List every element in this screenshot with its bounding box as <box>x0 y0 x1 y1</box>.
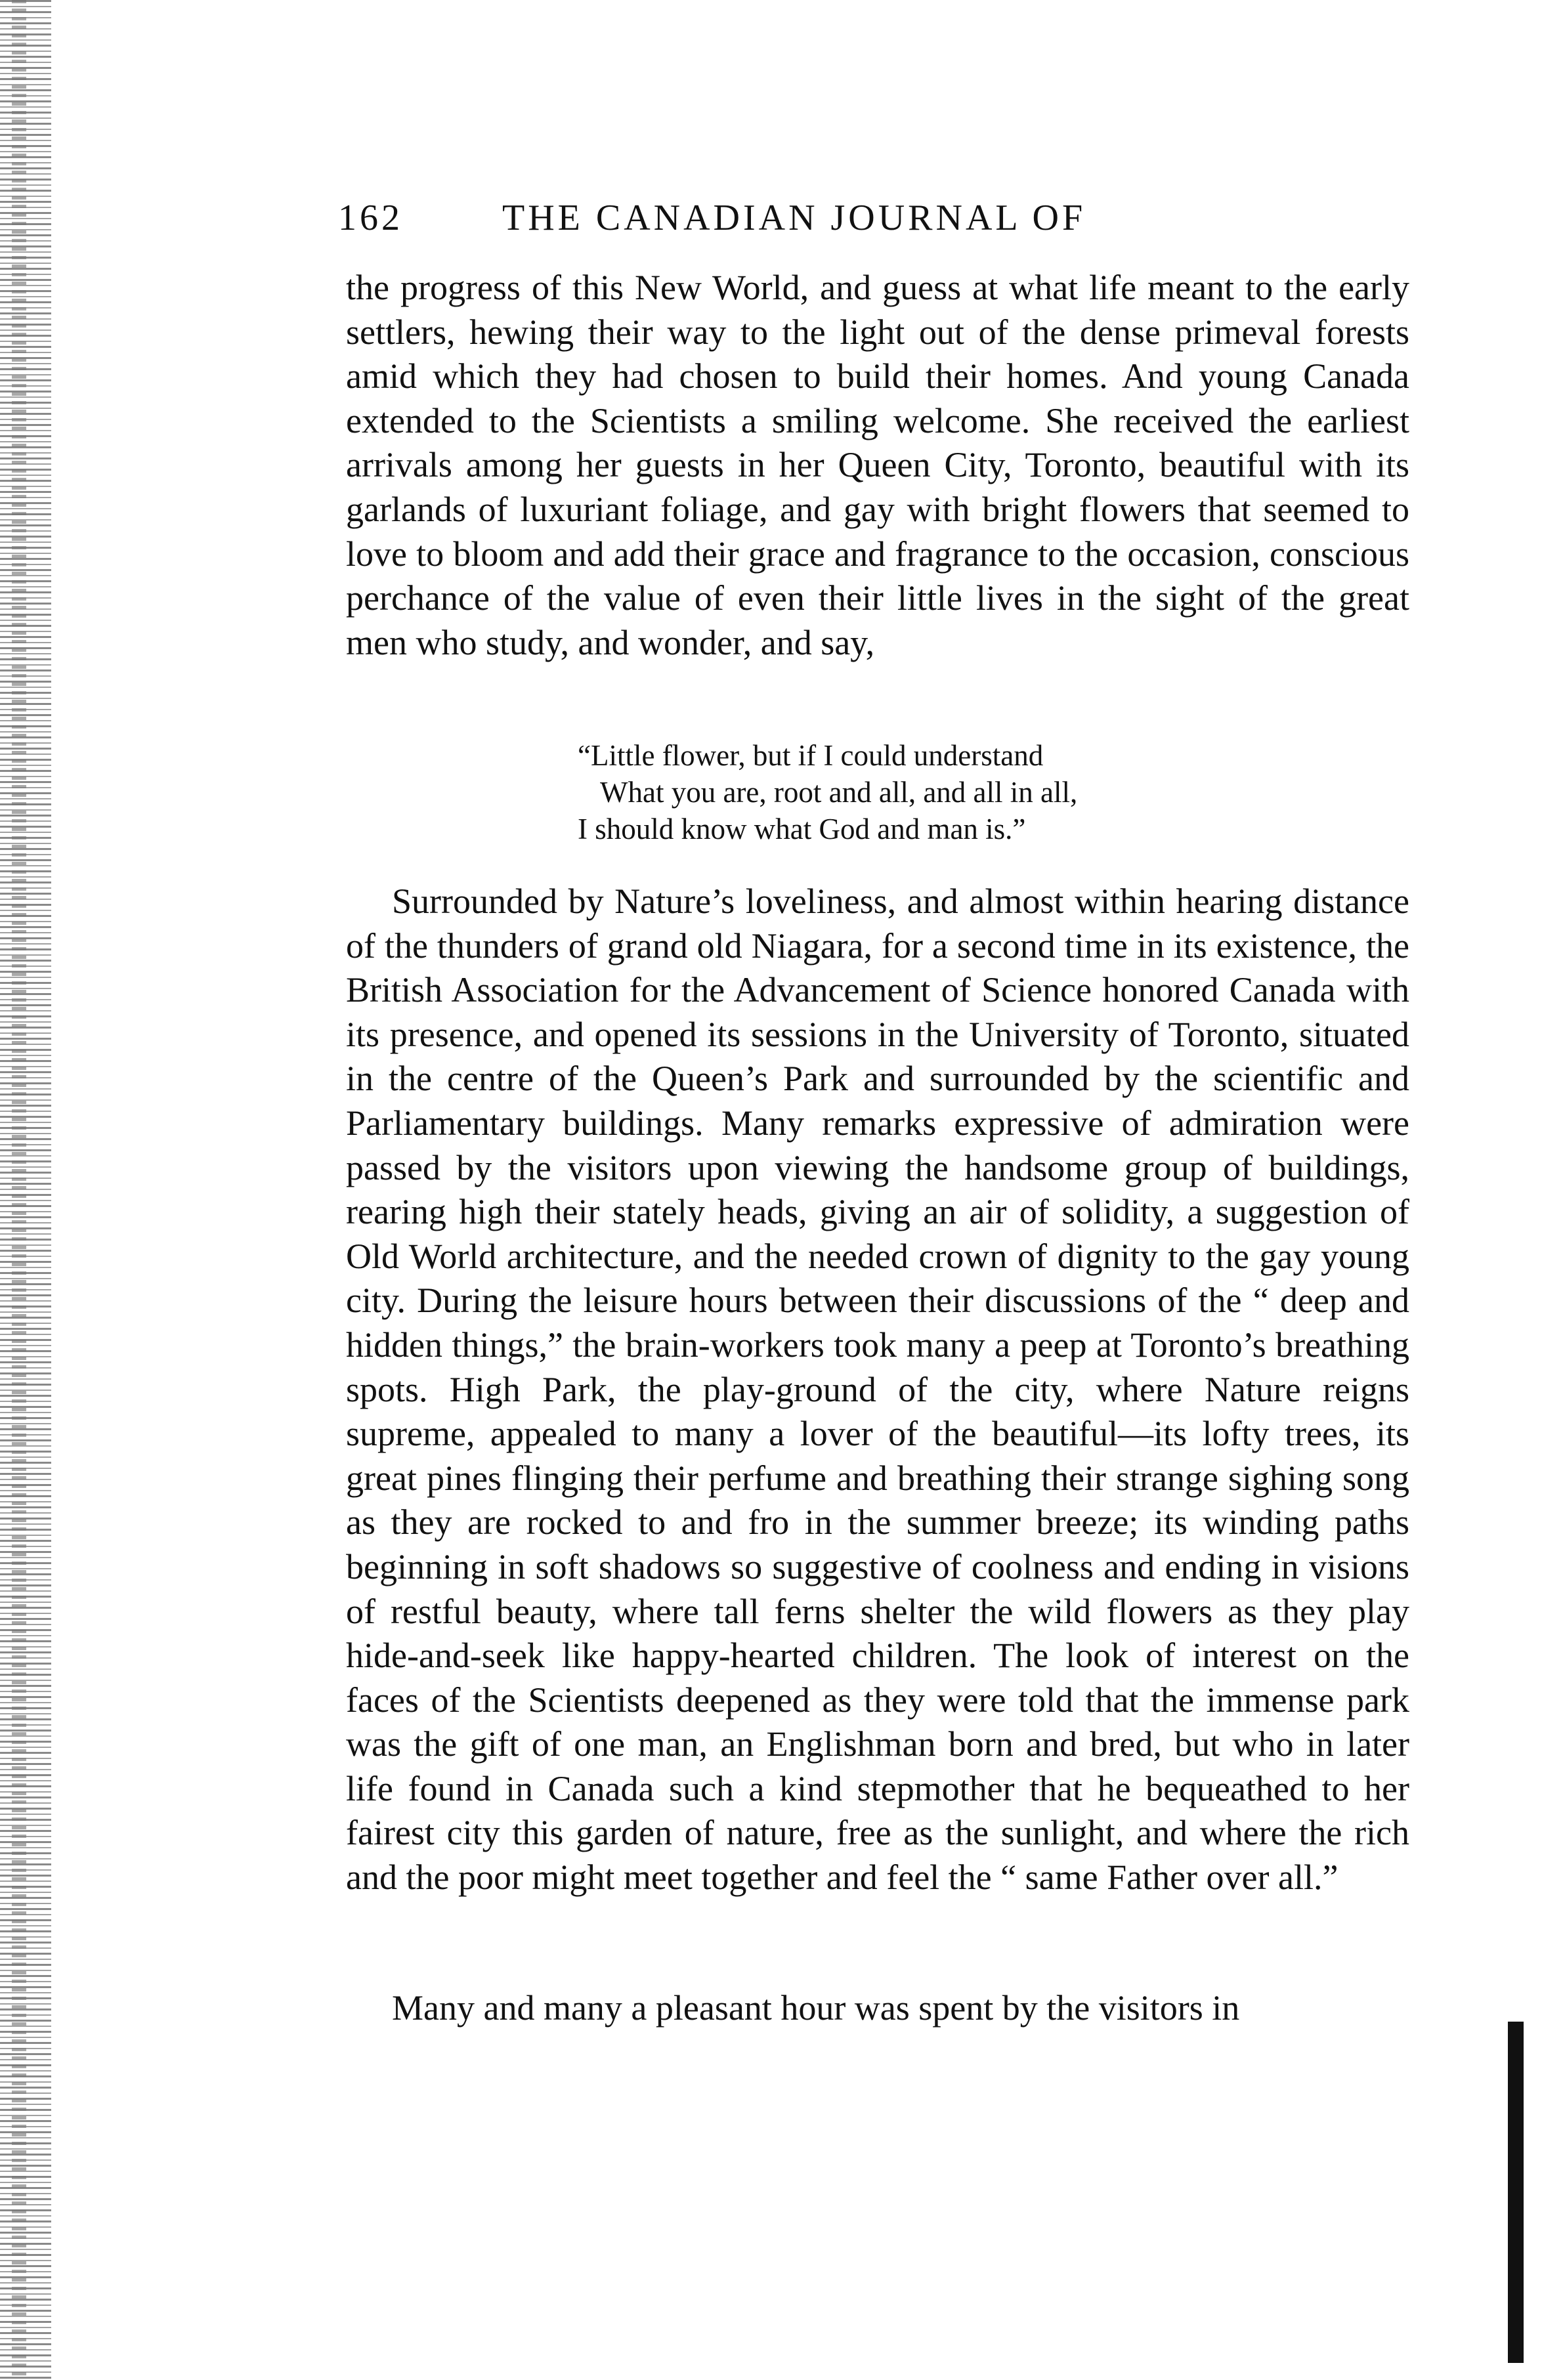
scan-margin-bar <box>1508 2022 1524 2363</box>
body-text-block-2 <box>346 880 1409 1900</box>
paragraph: Many and many a pleasant hour was spent by the visitors in <box>392 1988 1240 2028</box>
body-text-block-3 <box>346 1986 1409 2031</box>
poem-line: I should know what God and man is.” <box>578 813 1026 845</box>
paragraph: the progress of this New World, and guess at what life meant to the early settlers, hewing their way to the light out of the dense primeval forests amid which they had chosen to build their homes. And young Canada extended to the Scientists a smiling welcome. She received the earliest arrivals among her guests in her Queen City, Toronto, beautiful with its garlands of luxuriant foliage, and gay with bright flowers that seemed to love to bloom and add their grace and fragrance to the occasion, conscious perchance of the value of even their little lives in the sight of the great men who study, and wonder, and say, <box>346 268 1409 662</box>
poem-line: “Little flower, but if I could understand <box>578 739 1044 772</box>
paragraph: Surrounded by Nature’s loveliness, and almost within hearing distance of the thunders of grand old Niagara, for a second time in its existence, the British Association for the Advancement of Science honored Canada with its presence, and opened its sessions in the University of Toronto, situated in the centre of the Queen’s Park and surrounded by the scientific and Parliamentary buildings. Many remarks expressive of admiration were passed by the visitors upon viewing the handsome group of buildings, rearing high their stately heads, giving an air of solidity, a suggestion of Old World architecture, and the needed crown of dignity to the gay young city. During the leisure hours between their discussions of the “ deep and hidden things,” the brain-workers took many a peep at Toronto’s breathing spots. High Park, the play-ground of the city, where Nature reigns supreme, appealed to many a lover of the beautiful—its lofty trees, its great pines flinging their perfume and breathing their strange sighing song as they are rocked to and fro in the summer breeze; its winding paths beginning in soft shadows so suggestive of coolness and ending in visions of restful beauty, where tall ferns shelter the wild flowers as they play hide-and-seek like happy-hearted children. The look of interest on the faces of the Scientists deepened as they were told that the immense park was the gift of one man, an Englishman born and bred, but who in later life found in Canada such a kind stepmother that he bequeathed to her fairest city this garden of nature, free as the sunlight, and where the rich and the poor might meet together and feel the “ same Father over all.” <box>346 882 1409 1898</box>
poem-line: What you are, root and all, and all in all, <box>600 776 1078 809</box>
page-number: 162 <box>338 198 403 238</box>
running-title: THE CANADIAN JOURNAL OF <box>502 198 1086 238</box>
body-text-block-1 <box>346 266 1409 665</box>
poem-quotation <box>578 737 1333 847</box>
scanned-page-edge <box>0 0 51 2380</box>
page-header <box>338 197 1415 249</box>
